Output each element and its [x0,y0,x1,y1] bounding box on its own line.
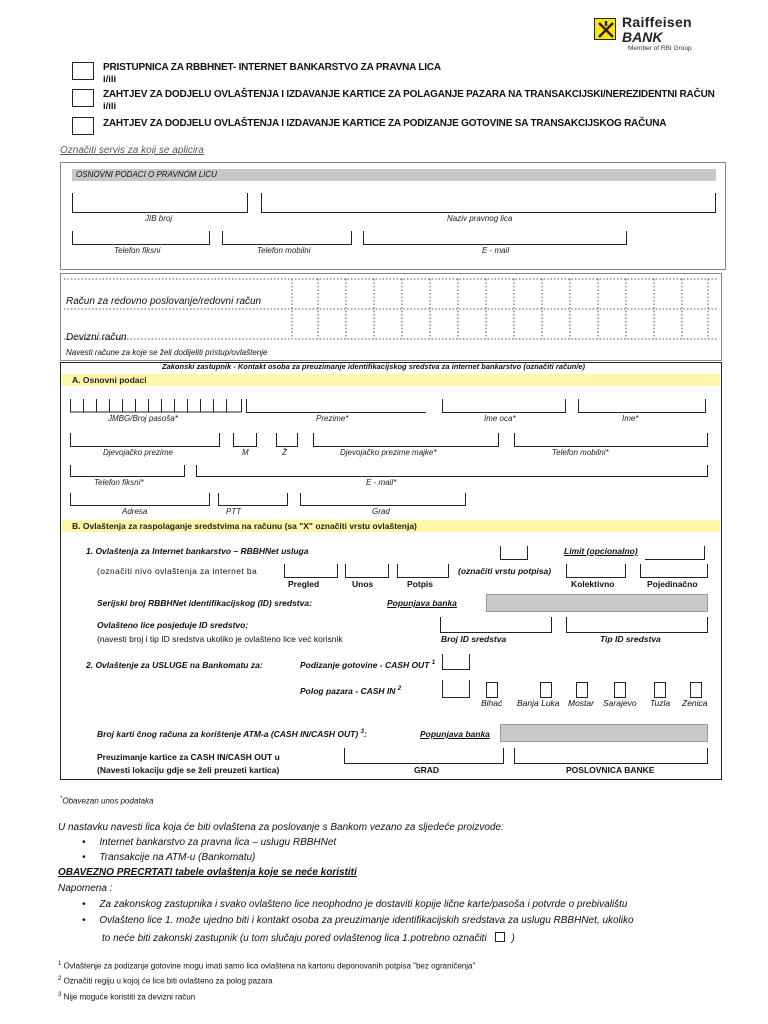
email-rep-label: E - mail* [366,478,397,487]
grad-label: Grad [372,507,390,516]
bullet-1-text: Internet bankarstvo za pravna lica – uslugu RBBHNet [99,837,337,848]
atm-heading: 2. Ovlaštenje za USLUGE na Bankomatu za: [86,660,263,670]
djev-majke-input[interactable] [313,433,499,447]
tel-fix-label: Telefon fiksni [114,246,161,255]
footnote-2-num: 2 [58,976,62,982]
tel-mob-rep-input[interactable] [514,433,708,447]
djev-majke-label: Djevojačko prezime majke* [340,448,437,457]
regular-account-label: Račun za redovno poslovanje/redovni račun [66,296,262,307]
cashout-checkbox[interactable] [442,654,470,670]
tel-mob-label: Telefon mobilni [257,246,311,255]
city-sarajevo: Sarajevo [603,698,637,708]
logo-line2: BANK [622,29,663,45]
note-2b-text: to neće biti zakonski zastupnik (u tom slučaju pored ovlaštenog lica 1.potrebno označiti [102,933,487,944]
prezime-input[interactable] [246,399,426,413]
level-text: (označiti nivo ovlaštenja za internet ba [97,566,258,576]
checkbox-polaganje[interactable] [72,89,94,107]
email-label: E - mail [482,246,510,255]
ib-checkbox[interactable] [500,546,528,560]
posjeduje-label: Ovlašteno lice posjeduje ID sredstvo: [97,620,249,630]
z-label: Ž [282,448,287,457]
ptt-input[interactable] [218,493,288,506]
adresa-label: Adresa [122,507,148,516]
checkbox-rbbhnet[interactable] [72,62,94,80]
pojedinacno-checkbox[interactable] [640,564,708,578]
checkbox-podizanje[interactable] [72,117,94,135]
city-box-banjaluka[interactable] [540,682,552,698]
kartica-colon: : [363,729,367,739]
city-box-tuzla[interactable] [654,682,666,698]
unos-checkbox[interactable] [345,564,389,578]
limit-input[interactable] [645,546,705,560]
section-a-title: A. Osnovni podaci [62,374,720,386]
napomena-label: Napomena : [58,883,113,894]
kartica-bank-field [500,724,708,742]
mandatory-note [60,796,154,806]
section-b-title: B. Ovlaštenja za raspolaganje sredstvima na računu (sa "X" označiti vrstu ovlaštenja) [62,520,720,532]
naziv-input[interactable] [261,193,716,213]
contact-checkbox[interactable] [495,932,505,942]
kartica-label [97,729,367,739]
note-2b [102,932,515,944]
city-mostar: Mostar [568,698,594,708]
kartica-sup: 3 [360,729,364,736]
header-ili2: i/ili [103,101,117,112]
email-rep-input[interactable] [196,465,708,477]
m-label: M [242,448,249,457]
obavezno-text: OBAVEZNO PRECRTATI tabele ovlaštenja koje se neće koristiti [58,867,357,878]
city-box-sarajevo[interactable] [614,682,626,698]
pojedinacno-label: Pojedinačno [647,579,698,589]
poslovnica-input[interactable] [514,748,708,764]
serijski-bank-field [486,594,708,612]
ime-label: Ime* [622,414,639,423]
ib-heading: 1. Ovlaštenja za Internet bankarstvo – RBBHNet usluga [86,546,309,556]
bullet-2-text: Transakcije na ATM-u (Bankomatu) [99,852,256,863]
tel-mob-rep-label: Telefon mobilni* [552,448,609,457]
cashout-text: Podizanje gotovine - CASH OUT [300,660,430,670]
grad-atm-label: GRAD [414,765,440,775]
naziv-label: Naziv pravnog lica [447,214,513,223]
footnote-3-num: 3 [58,992,62,998]
footnote-1-text: Ovlaštenje za podizanje gotovine mogu imati samo lica ovlaštena na kartonu deponovanih potpisa "bez ograničenja" [63,961,476,971]
footnote-2-text: Označiti regiju u kojoj će lice biti ovlašteno za polog pazara [63,976,273,986]
email-input[interactable] [363,231,627,245]
cashin-checkbox[interactable] [442,680,470,698]
kolektivno-checkbox[interactable] [566,564,626,578]
kartica-text: Broj karti čnog računa za korištenje ATM-a (CASH IN/CASH OUT) [97,729,359,739]
tel-fix-input[interactable] [72,231,210,245]
adresa-input[interactable] [70,493,210,506]
tel-fix-rep-input[interactable] [70,465,185,477]
service-note: Označiti servis za koji se aplicira [60,145,204,156]
city-box-zenica[interactable] [690,682,702,698]
note-1: • Za zakonskog zastupnika i svako ovlašteno lice neophodno je dostaviti kopije lične karte/pasoša i potvrde o prebivalištu [82,899,628,910]
ptt-label: PTT [226,507,242,516]
pregled-label: Pregled [288,579,320,589]
serijski-label: Serijski broj RBBHNet identifikacijskog (ID) sredstva: [97,598,312,608]
tel-fix-rep-label: Telefon fiksni* [94,478,144,487]
mandatory-star: * [60,796,63,802]
jmbg-input[interactable] [70,399,242,413]
header-item2: ZAHTJEV ZA DODJELU OVLAŠTENJA I IZDAVANJE KARTICE ZA POLAGANJE PAZARA NA TRANSAKCIJSKI/NEREZIDENTNI RAČUN [103,89,715,100]
cashout-sup: 1 [431,660,436,667]
cashin-label [300,686,401,696]
jmbg-label: JMBG/Broj pasoša* [108,414,178,423]
grad-atm-input[interactable] [344,748,504,764]
city-bihac: Bihać [481,698,503,708]
kolektivno-label: Kolektivno [571,579,615,589]
footnote-3-text: Nije moguće koristiti za devizni račun [63,992,196,1002]
raiffeisen-logo-icon [594,18,616,40]
header-ili1: i/ili [103,74,117,85]
popunjava-label: Popunjava banka [387,598,457,608]
header-item1: PRISTUPNICA ZA RBBHNET- INTERNET BANKARSTVO ZA PRAVNA LICA [103,62,441,73]
broj-id-input[interactable] [440,617,552,633]
footnote-1-num: 1 [58,961,62,967]
foreign-account-label: Devizni račun [66,332,127,343]
preuzimanje-label: Preuzimanje kartice za CASH IN/CASH OUT u [97,752,280,762]
city-banjaluka: Banja Luka [517,698,560,708]
city-box-mostar[interactable] [576,682,588,698]
accounts-note: Navesti račune za koje se želi dodijeliti pristup/ovlaštenje [66,348,268,357]
logo-line1: Raiffeisen [622,14,692,30]
jib-label: JIB broj [145,214,173,223]
unos-label: Unos [352,579,374,589]
tel-mob-input[interactable] [222,231,352,245]
djev-label: Djevojačko prezime [103,448,173,457]
city-box-bihac[interactable] [486,682,498,698]
cashin-text: Polog pazara - CASH IN [300,686,396,696]
ime-oca-input[interactable] [442,399,566,413]
djev-input[interactable] [70,433,220,447]
legal-entity-title: OSNOVNI PODACI O PRAVNOM LICU [72,169,716,181]
pregled-checkbox[interactable] [284,564,338,578]
potpis-checkbox[interactable] [397,564,449,578]
header-item3: ZAHTJEV ZA DODJELU OVLAŠTENJA I IZDAVANJE KARTICE ZA PODIZANJE GOTOVINE SA TRANSAKCIJSKOG RAČUNA [103,118,667,129]
bottom-intro: U nastavku navesti lica koja će biti ovlaštena za poslovanje s Bankom vezano za sljedeće proizvode: [58,822,504,833]
popunjava2-label: Popunjava banka [420,729,490,739]
note-1-text: Za zakonskog zastupnika i svako ovlašteno lice neophodno je dostaviti kopije lične karte/pasoša i potvrde o prebivalištu [99,899,628,910]
lokacija-label: (Navesti lokaciju gdje se želi preuzeti kartica) [97,765,280,775]
limit-label: Limit (opcionalno) [564,546,638,556]
navesti-text: (navesti broj i tip ID sredstva ukoliko je ovlašteno lice već korisnik [97,634,343,644]
tip-id-label: Tip ID sredstva [600,634,661,644]
footnote-3 [58,992,195,1002]
city-zenica: Zenica [682,698,708,708]
bullet-1: • Internet bankarstvo za pravna lica – uslugu RBBHNet [82,837,337,848]
mandatory-text: Obavezan unos podataka [62,796,154,806]
logo-member: Member of RBI Group [628,45,692,52]
m-checkbox[interactable] [233,433,257,447]
city-tuzla: Tuzla [650,698,671,708]
note-2: • Ovlašteno lice 1. može ujedno biti i kontakt osoba za preuzimanje identifikacijskih sredstava za uslugu RBBHNet, ukoliko [82,915,634,926]
ime-input[interactable] [578,399,706,413]
footnote-2 [58,976,273,986]
z-checkbox[interactable] [276,433,298,447]
bank-logo [594,14,714,54]
note-2c-text: ) [511,933,515,944]
broj-id-label: Broj ID sredstva [441,634,507,644]
footnote-1 [58,961,475,971]
prezime-label: Prezime* [316,414,349,423]
grad-input[interactable] [300,493,466,506]
cashin-sup: 2 [397,686,402,693]
bullet-2: • Transakcije na ATM-u (Bankomatu) [82,852,256,863]
rep-title: Zakonski zastupnik - Kontakt osoba za preuzimanje identifikacijskog sredstva za internet bankarstvo (označiti račun/e) [162,362,586,371]
potpis-label: Potpis [407,579,433,589]
note-2-text: Ovlašteno lice 1. može ujedno biti i kontakt osoba za preuzimanje identifikacijskih sredstava za uslugu RBBHNet, ukoliko [99,915,634,926]
cashout-label [300,660,435,670]
vrsta-label: (označiti vrstu potpisa) [458,566,552,576]
tip-id-input[interactable] [566,617,708,633]
jib-input[interactable] [72,193,248,213]
poslovnica-label: POSLOVNICA BANKE [566,765,655,775]
ime-oca-label: Ime oca* [484,414,516,423]
